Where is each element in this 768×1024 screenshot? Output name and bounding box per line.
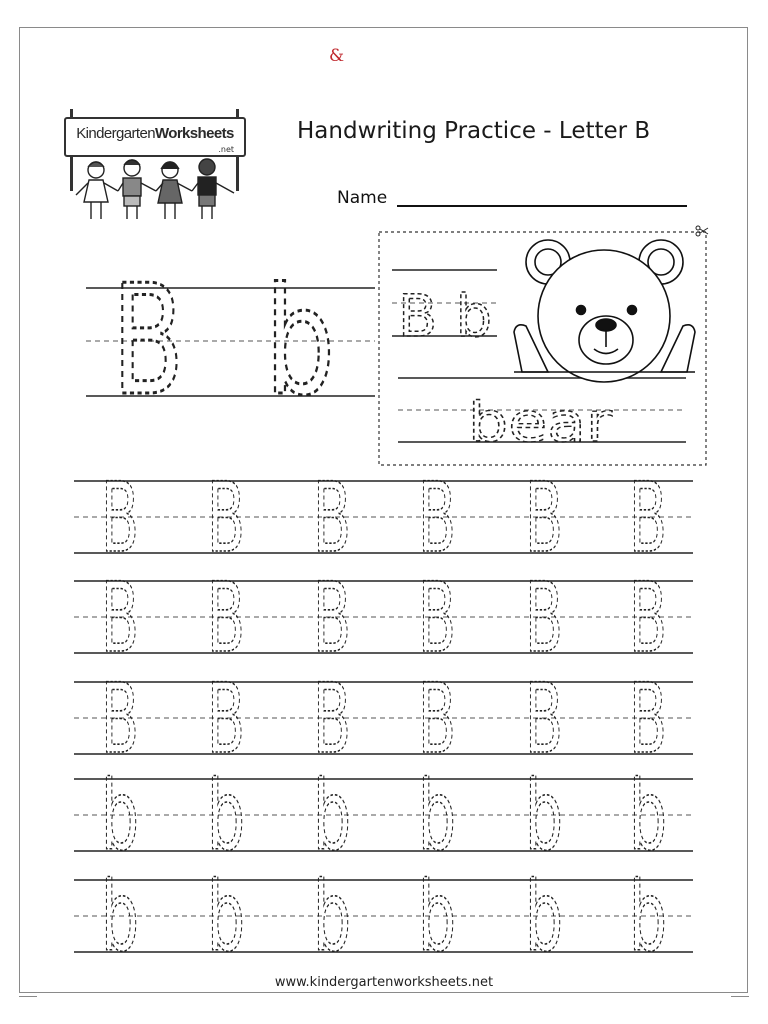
- trace-letter[interactable]: b: [207, 760, 245, 872]
- trace-letter[interactable]: b: [207, 861, 245, 973]
- footer-url: www.kindergartenworksheets.net: [274, 975, 494, 990]
- trace-letter[interactable]: B: [418, 562, 456, 674]
- trace-letter[interactable]: b: [525, 760, 563, 872]
- trace-letter[interactable]: B: [313, 462, 351, 574]
- trace-letter[interactable]: B: [101, 462, 139, 574]
- trace-letter[interactable]: b: [313, 760, 351, 872]
- trace-letter[interactable]: b: [418, 861, 456, 973]
- card-letters: B b: [398, 282, 492, 350]
- trace-letter[interactable]: B: [418, 462, 456, 574]
- trace-letter[interactable]: b: [418, 760, 456, 872]
- trace-letter[interactable]: B: [207, 562, 245, 674]
- trace-letter[interactable]: B: [629, 462, 667, 574]
- example-letter-lower: b: [265, 256, 335, 428]
- trace-letter[interactable]: B: [313, 562, 351, 674]
- name-label: Name: [337, 188, 388, 208]
- trace-letter[interactable]: b: [629, 760, 667, 872]
- card-word: bear: [468, 391, 613, 454]
- practice-row: [74, 562, 693, 674]
- example-letter-upper: B: [112, 252, 184, 429]
- trace-letter[interactable]: b: [101, 861, 139, 973]
- trace-letter[interactable]: B: [313, 663, 351, 775]
- picture-card: [379, 226, 708, 465]
- trace-letter[interactable]: B: [525, 562, 563, 674]
- trace-letter[interactable]: b: [313, 861, 351, 973]
- ampersand-mark: &: [329, 46, 345, 66]
- trace-letter[interactable]: B: [101, 663, 139, 775]
- practice-row: [74, 861, 693, 973]
- practice-row: [74, 663, 693, 775]
- logo-net-suffix: .net: [218, 145, 234, 154]
- trace-letter[interactable]: B: [525, 663, 563, 775]
- trace-letter[interactable]: b: [629, 861, 667, 973]
- trace-letter[interactable]: B: [629, 663, 667, 775]
- scissors-icon: [696, 226, 708, 236]
- logo-text-worksheets: Worksheets: [154, 125, 234, 142]
- logo-text-kinder: Kindergarten: [76, 125, 155, 142]
- trace-letter[interactable]: b: [101, 760, 139, 872]
- trace-letter[interactable]: b: [525, 861, 563, 973]
- trace-letter[interactable]: B: [418, 663, 456, 775]
- bear-illustration: [514, 240, 695, 382]
- practice-area: [74, 462, 693, 973]
- trace-letter[interactable]: B: [207, 663, 245, 775]
- trace-letter[interactable]: B: [101, 562, 139, 674]
- practice-row: [74, 462, 693, 574]
- trace-letter[interactable]: B: [207, 462, 245, 574]
- page-title: Handwriting Practice - Letter B: [297, 118, 651, 144]
- trace-letter[interactable]: B: [525, 462, 563, 574]
- practice-row: [74, 760, 693, 872]
- trace-letter[interactable]: B: [629, 562, 667, 674]
